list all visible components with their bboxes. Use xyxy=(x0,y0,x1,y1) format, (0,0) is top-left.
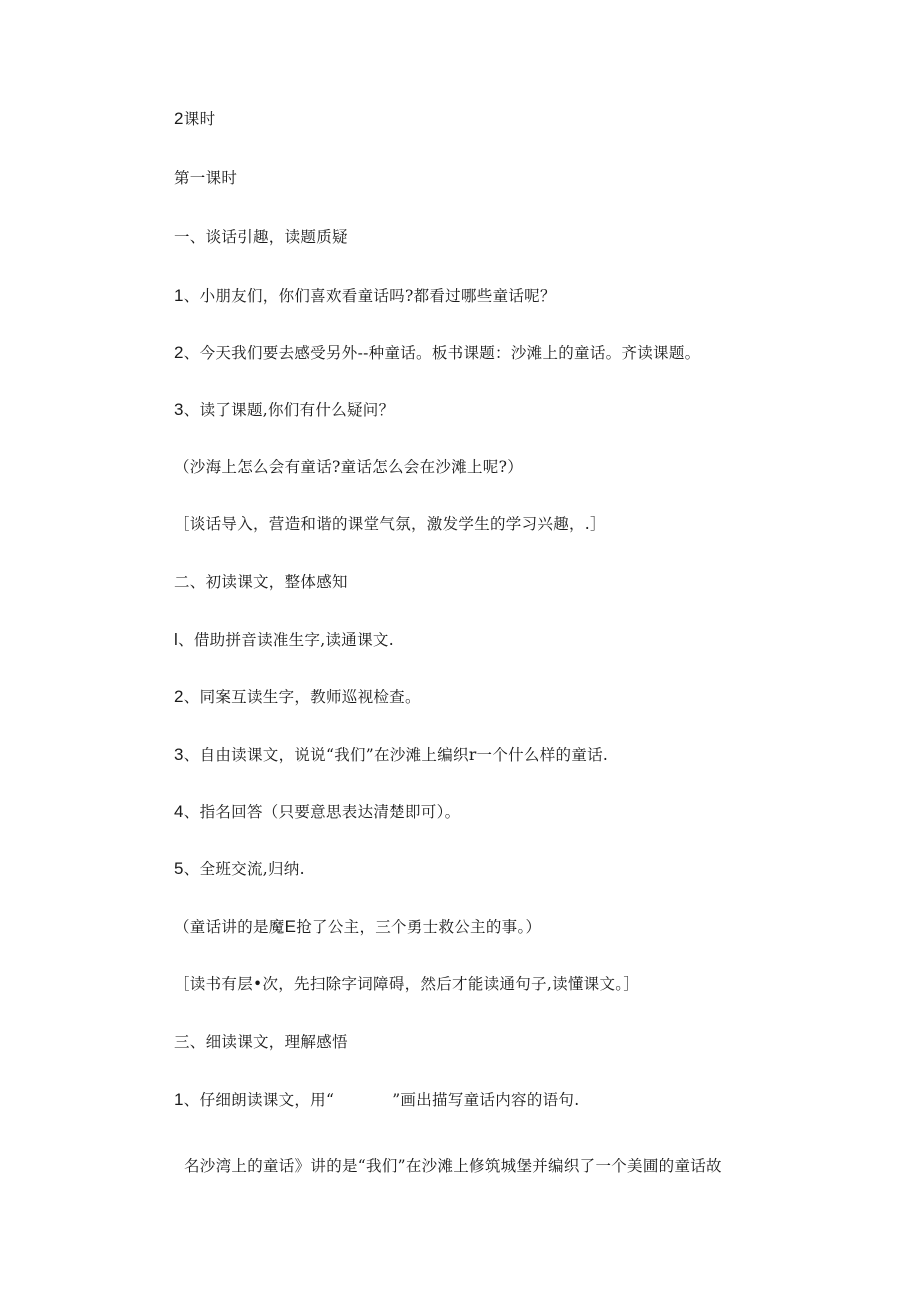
line-text: 、自由读课文，说说“我们”在沙滩上编织r一个什么样的童话. xyxy=(183,746,609,764)
line-text: 、仔细朗读课文，用“ xyxy=(183,1091,335,1109)
line-text: 、全班交流,归纳. xyxy=(183,860,305,878)
text-line-15 xyxy=(174,917,541,937)
line-text: 课时 xyxy=(183,110,216,128)
heading-part-two xyxy=(174,572,348,592)
text-line-18 xyxy=(174,1090,579,1110)
text-line-5 xyxy=(174,343,700,363)
line-text: 、同案互读生字，教师巡视检查。 xyxy=(183,688,421,706)
line-text: 、读了课题,你们有什么疑问？ xyxy=(183,401,395,419)
line-number: 3 xyxy=(174,400,184,419)
line-text: 、借助拼音读准生字,读通课文. xyxy=(178,631,394,649)
line-text: 名沙湾上的童话》讲的是“我们”在沙滩上修筑城堡并编织了一个美圃的童话故 xyxy=(184,1157,722,1175)
line-text: 二、初读课文，整体感知 xyxy=(174,573,348,591)
line-text: 、指名回答（只要意思表达清楚即可）。 xyxy=(183,803,461,821)
line-number: 2 xyxy=(174,109,184,128)
line-text: 第一课时 xyxy=(174,169,238,187)
line-number: 1 xyxy=(174,286,184,305)
line-text: 、小朋友们，你们喜欢看童话吗?都看过哪些童话呢？ xyxy=(183,287,556,305)
teaching-note-2 xyxy=(174,974,639,994)
line-number: 4 xyxy=(174,802,184,821)
line-number: 2 xyxy=(174,343,184,362)
line-text: 三、细读课文，理解感悟 xyxy=(174,1033,348,1051)
teaching-note-1 xyxy=(174,514,606,534)
line-number: 2 xyxy=(174,687,184,706)
heading-part-one xyxy=(174,227,348,247)
text-line-4 xyxy=(174,286,556,306)
line-text: 一、谈话引趣，读题质疑 xyxy=(174,228,348,246)
line-text: 、今天我们要去感受另外--种童话。板书课题：沙滩上的童话。齐读课题。 xyxy=(183,344,701,362)
text-line-10 xyxy=(174,630,394,650)
text-line-7 xyxy=(174,457,523,477)
section-title-first-lesson xyxy=(174,168,237,188)
text-line-19 xyxy=(184,1156,722,1176)
line-text: （童话讲的是魔 xyxy=(174,918,285,936)
line-text: ［谈话导入，营造和谐的课堂气氛，激发学生的学习兴趣，.］ xyxy=(174,515,606,533)
text-line-12 xyxy=(174,745,608,765)
line-text: 抢了公主，三个勇士救公主的事。） xyxy=(296,918,542,936)
line-number: 1 xyxy=(174,1090,184,1109)
line-number: 3 xyxy=(174,745,184,764)
line-number: 5 xyxy=(174,859,184,878)
text-line-14 xyxy=(174,859,305,879)
text-line-13 xyxy=(174,802,460,822)
heading-part-three xyxy=(174,1032,348,1052)
line-number: l xyxy=(174,630,179,649)
ocr-glyph: E xyxy=(284,917,297,936)
text-line-11 xyxy=(174,687,421,707)
line-text: ”画出描写童话内容的语句. xyxy=(392,1091,580,1109)
line-text: （沙海上怎么会有童话?童话怎么会在沙滩上呢?） xyxy=(174,458,524,476)
text-line-6 xyxy=(174,400,394,420)
text-line-1 xyxy=(174,109,215,129)
line-text: ［读书有层•次，先扫除字词障碍，然后才能读通句子,读懂课文。］ xyxy=(174,975,640,993)
